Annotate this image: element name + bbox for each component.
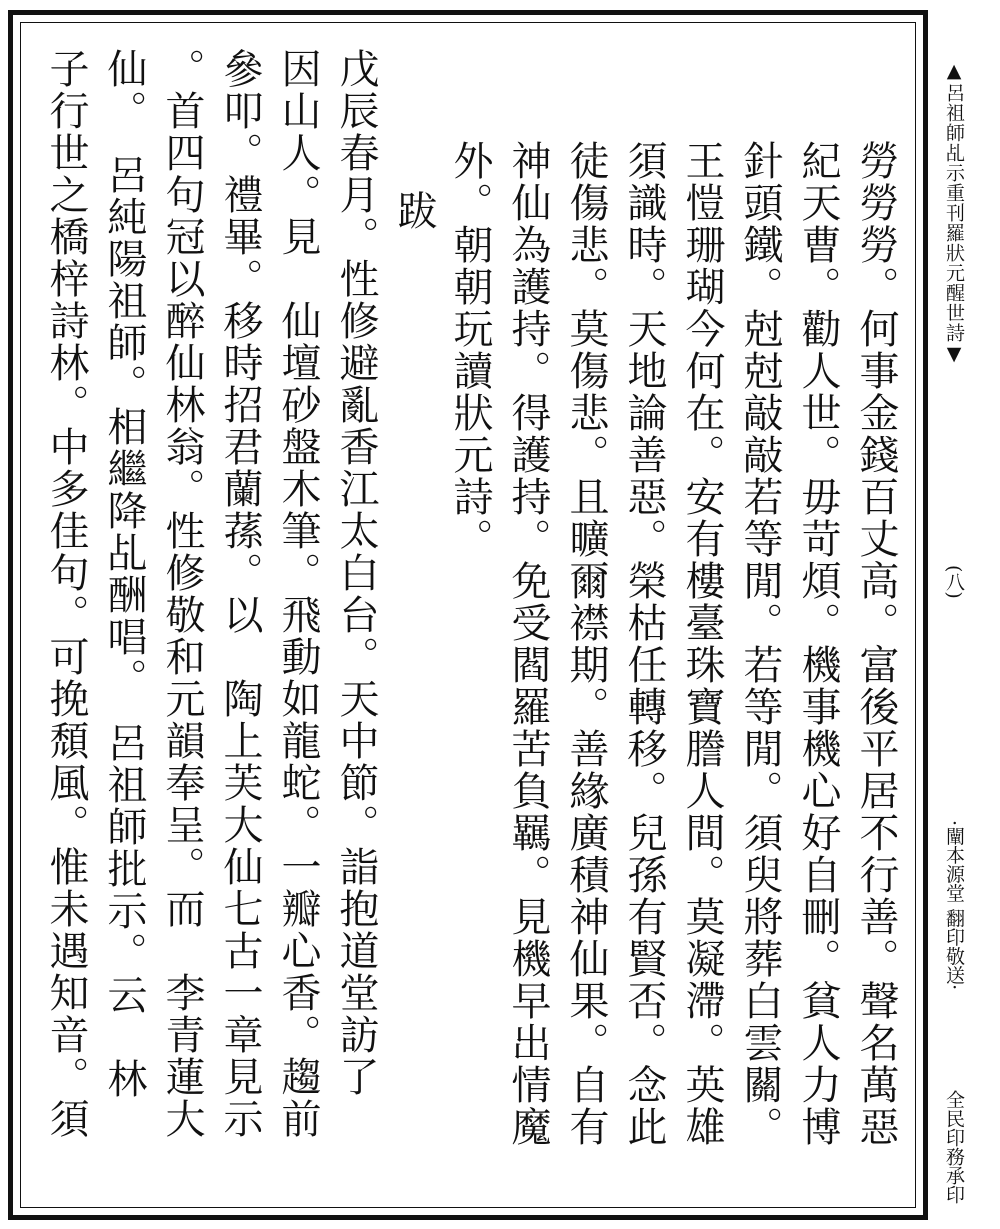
poem-column-6: 徒傷悲。莫傷悲。且曠爾襟期。善緣廣積神仙果。自有	[563, 140, 609, 1148]
margin-book-title: ▲呂祖師乩示重刊羅狀元醒世詩▼	[943, 60, 965, 366]
poem-column-8: 外。朝朝玩讀狀元詩。	[447, 140, 493, 560]
margin-page-number: (八)	[943, 565, 965, 599]
postscript-column-6: 子行世之橋梓詩林。中多佳句。可挽頹風。惟未遇知音。須	[43, 48, 89, 1140]
postscript-column-4: 。首四句冠以醉仙林翁。性修敬和元韻奉呈。而 李青蓮大	[159, 48, 205, 1140]
poem-column-1: 勞勞勞。何事金錢百丈高。富後平居不行善。聲名萬惡	[853, 140, 899, 1148]
postscript-column-3: 參叩。禮畢。移時招君蘭蓀。以 陶上芙大仙七古一章見示	[217, 48, 263, 1140]
poem-column-5: 須識時。天地論善惡。榮枯任轉移。兒孫有賢否。念此	[621, 140, 667, 1148]
postscript-title: 跋	[391, 190, 437, 236]
margin-printer: 全民印務承印	[943, 1090, 965, 1204]
margin-publisher: ·闡本源堂 翻印敬送·	[943, 820, 965, 991]
poem-column-3: 針頭鐵。尅尅敲敲若等閒。若等閒。須臾將葬白雲關。	[737, 140, 783, 1148]
postscript-column-1: 戊辰春月。性修避亂香江太白台。天中節。詣抱道堂訪了	[333, 48, 379, 1098]
postscript-column-5: 仙。 呂純陽祖師。相繼降乩酬唱。 呂祖師批示。云 林	[101, 48, 147, 1100]
poem-column-4: 王愷珊瑚今何在。安有樓臺珠寶謄人間。莫凝滯。英雄	[679, 140, 725, 1148]
poem-column-2: 紀天曹。勸人世。毋苛煩。機事機心好自刪。貧人力博	[795, 140, 841, 1148]
poem-column-7: 神仙為護持。得護持。免受閻羅苦負羈。見機早出情魔	[505, 140, 551, 1148]
postscript-column-2: 因山人。見 仙壇砂盤木筆。飛動如龍蛇。一瓣心香。趨前	[275, 48, 321, 1140]
